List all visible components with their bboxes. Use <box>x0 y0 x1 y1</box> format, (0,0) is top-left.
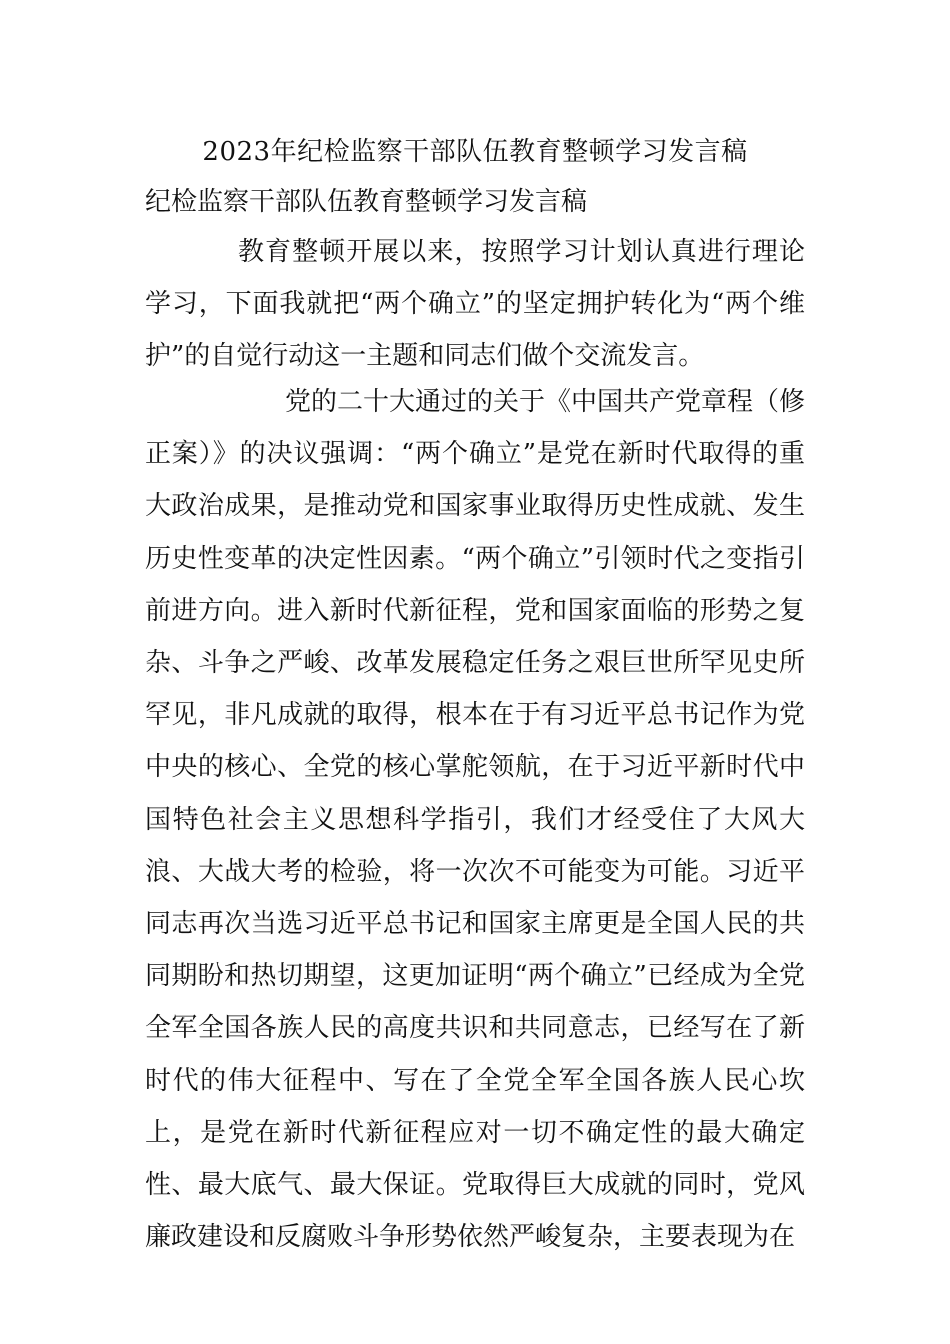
document-title: 2023年纪检监察干部队伍教育整顿学习发言稿 <box>202 137 748 167</box>
paragraph-intro: 教育整顿开展以来，按照学习计划认真进行理论学习，下面我就把“两个确立”的坚定拥护转化为“两个维护”的自觉行动这一主题和同志们做个交流发言。 <box>145 237 805 372</box>
paragraph-body: 党的二十大通过的关于《中国共产党章程（修正案）》的决议强调：“两个确立”是党在新时代取得的重大政治成果，是推动党和国家事业取得历史性成就、发生历史性变革的决定性因素。“两个确立”引领时代之变指引前进方向。进入新时代新征程，党和国家面临的形势之复杂、斗争之严峻、改革发展稳定任务之艰巨世所罕见史所罕见，非凡成就的取得，根本在于有习近平总书记作为党中央的核心、全党的核心掌舵领航，在于习近平新时代中国特色社会主义思想科学指引，我们才经受住了大风大浪、大战大考的检验，将一次次不可能变为可能。习近平同志再次当选习近平总书记和国家主席更是全国人民的共同期盼和热切期望，这更加证明“两个确立”已经成为全党全军全国各族人民的高度共识和共同意志，已经写在了新时代的伟大征程中、写在了全党全军全国各族人民心坎上，是党在新时代新征程应对一切不确定性的最大确定性、最大底气、最大保证。党取得巨大成就的同时，党风廉政建设和反腐败斗争形势依然严峻复杂，主要表现为在 <box>145 387 806 1253</box>
document-subtitle: 纪检监察干部队伍教育整顿学习发言稿 <box>145 187 588 217</box>
